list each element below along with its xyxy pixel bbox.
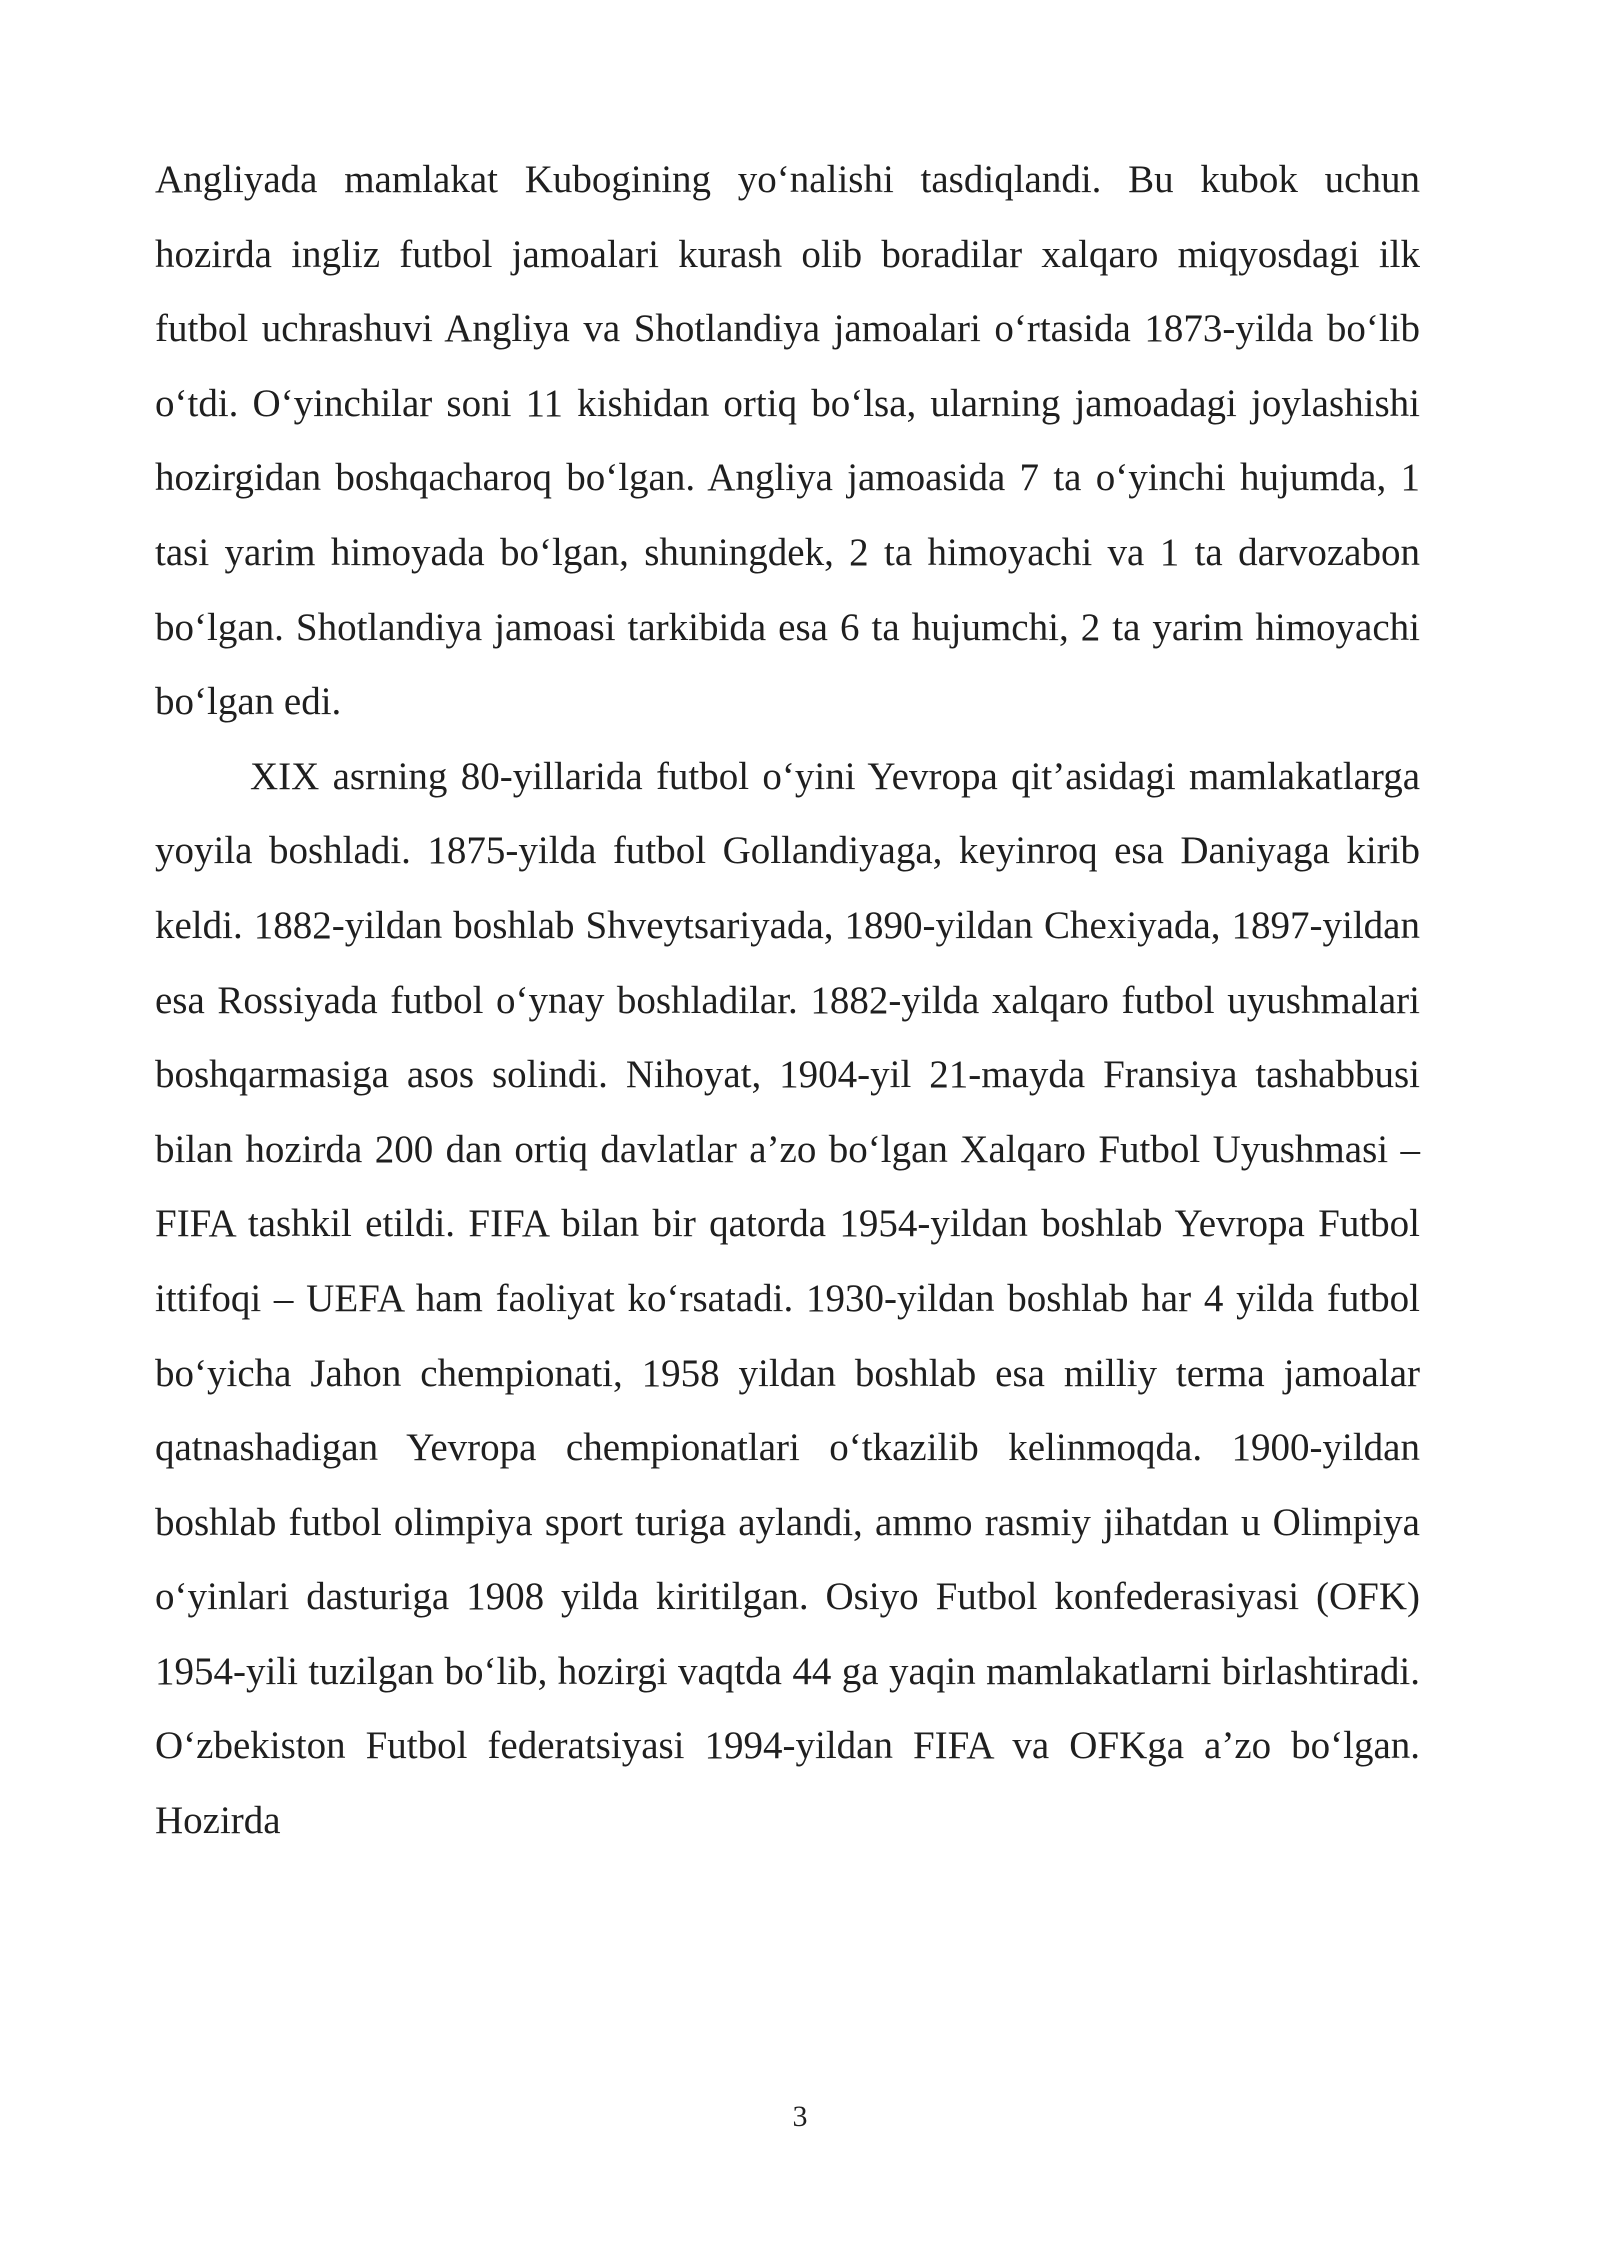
paragraph-2: XIX asrning 80-yillarida futbol o‘yini Yevropa qit’asidagi mamlakatlarga yoyila boshladi. 1875-yilda futbol Gollandiyaga, keyinroq esa Daniyaga kirib keldi. 1882-yildan boshlab Shveytsariyada, 1890-yildan Chexiyada, 1897-yildan esa Rossiyada futbol o‘ynay boshladilar. 1882-yilda xalqaro futbol uyushmalari boshqarmasiga asos solindi. Nihoyat, 1904-yil 21-mayda Fransiya tashabbusi bilan hozirda 200 dan ortiq davlatlar a’zo bo‘lgan Xalqaro Futbol Uyushmasi – FIFA tashkil etildi. FIFA bilan bir qatorda 1954-yildan boshlab Yevropa Futbol ittifoqi – UEFA ham faoliyat ko‘rsatadi. 1930-yildan boshlab har 4 yilda futbol bo‘yicha Jahon chempionati, 1958 yildan boshlab esa milliy terma jamoalar qatnashadigan Yevropa chempionatlari o‘tkazilib kelinmoqda. 1900-yildan boshlab futbol olimpiya sport turiga aylandi, ammo rasmiy jihatdan u Olimpiya o‘yinlari dasturiga 1908 yilda kiritilgan. Osiyo Futbol konfederasiyasi (OFK) 1954-yili tuzilgan bo‘lib, hozirgi vaqtda 44 ga yaqin mamlakatlarni birlashtiradi. O‘zbekiston Futbol federatsiyasi 1994-yildan FIFA va OFKga a’zo bo‘lgan. Hozirda [155, 754, 1420, 1843]
page-number: 3 [792, 2100, 808, 2133]
body-text [155, 143, 1420, 1859]
paragraph-1: Angliyada mamlakat Kubogining yo‘nalishi tasdiqlandi. Bu kubok uchun hozirda ingliz futbol jamoalari kurash olib boradilar xalqaro miqyosdagi ilk futbol uchrashuvi Angliya va Shotlandiya jamoalari o‘rtasida 1873-yilda bo‘lib o‘tdi. O‘yinchilar soni 11 kishidan ortiq bo‘lsa, ularning jamoadagi joylashishi hozirgidan boshqacharoq bo‘lgan. Angliya jamoasida 7 ta o‘yinchi hujumda, 1 tasi yarim himoyada bo‘lgan, shuningdek, 2 ta himoyachi va 1 ta darvozabon bo‘lgan. Shotlandiya jamoasi tarkibida esa 6 ta hujumchi, 2 ta yarim himoyachi bo‘lgan edi. [155, 158, 1420, 724]
